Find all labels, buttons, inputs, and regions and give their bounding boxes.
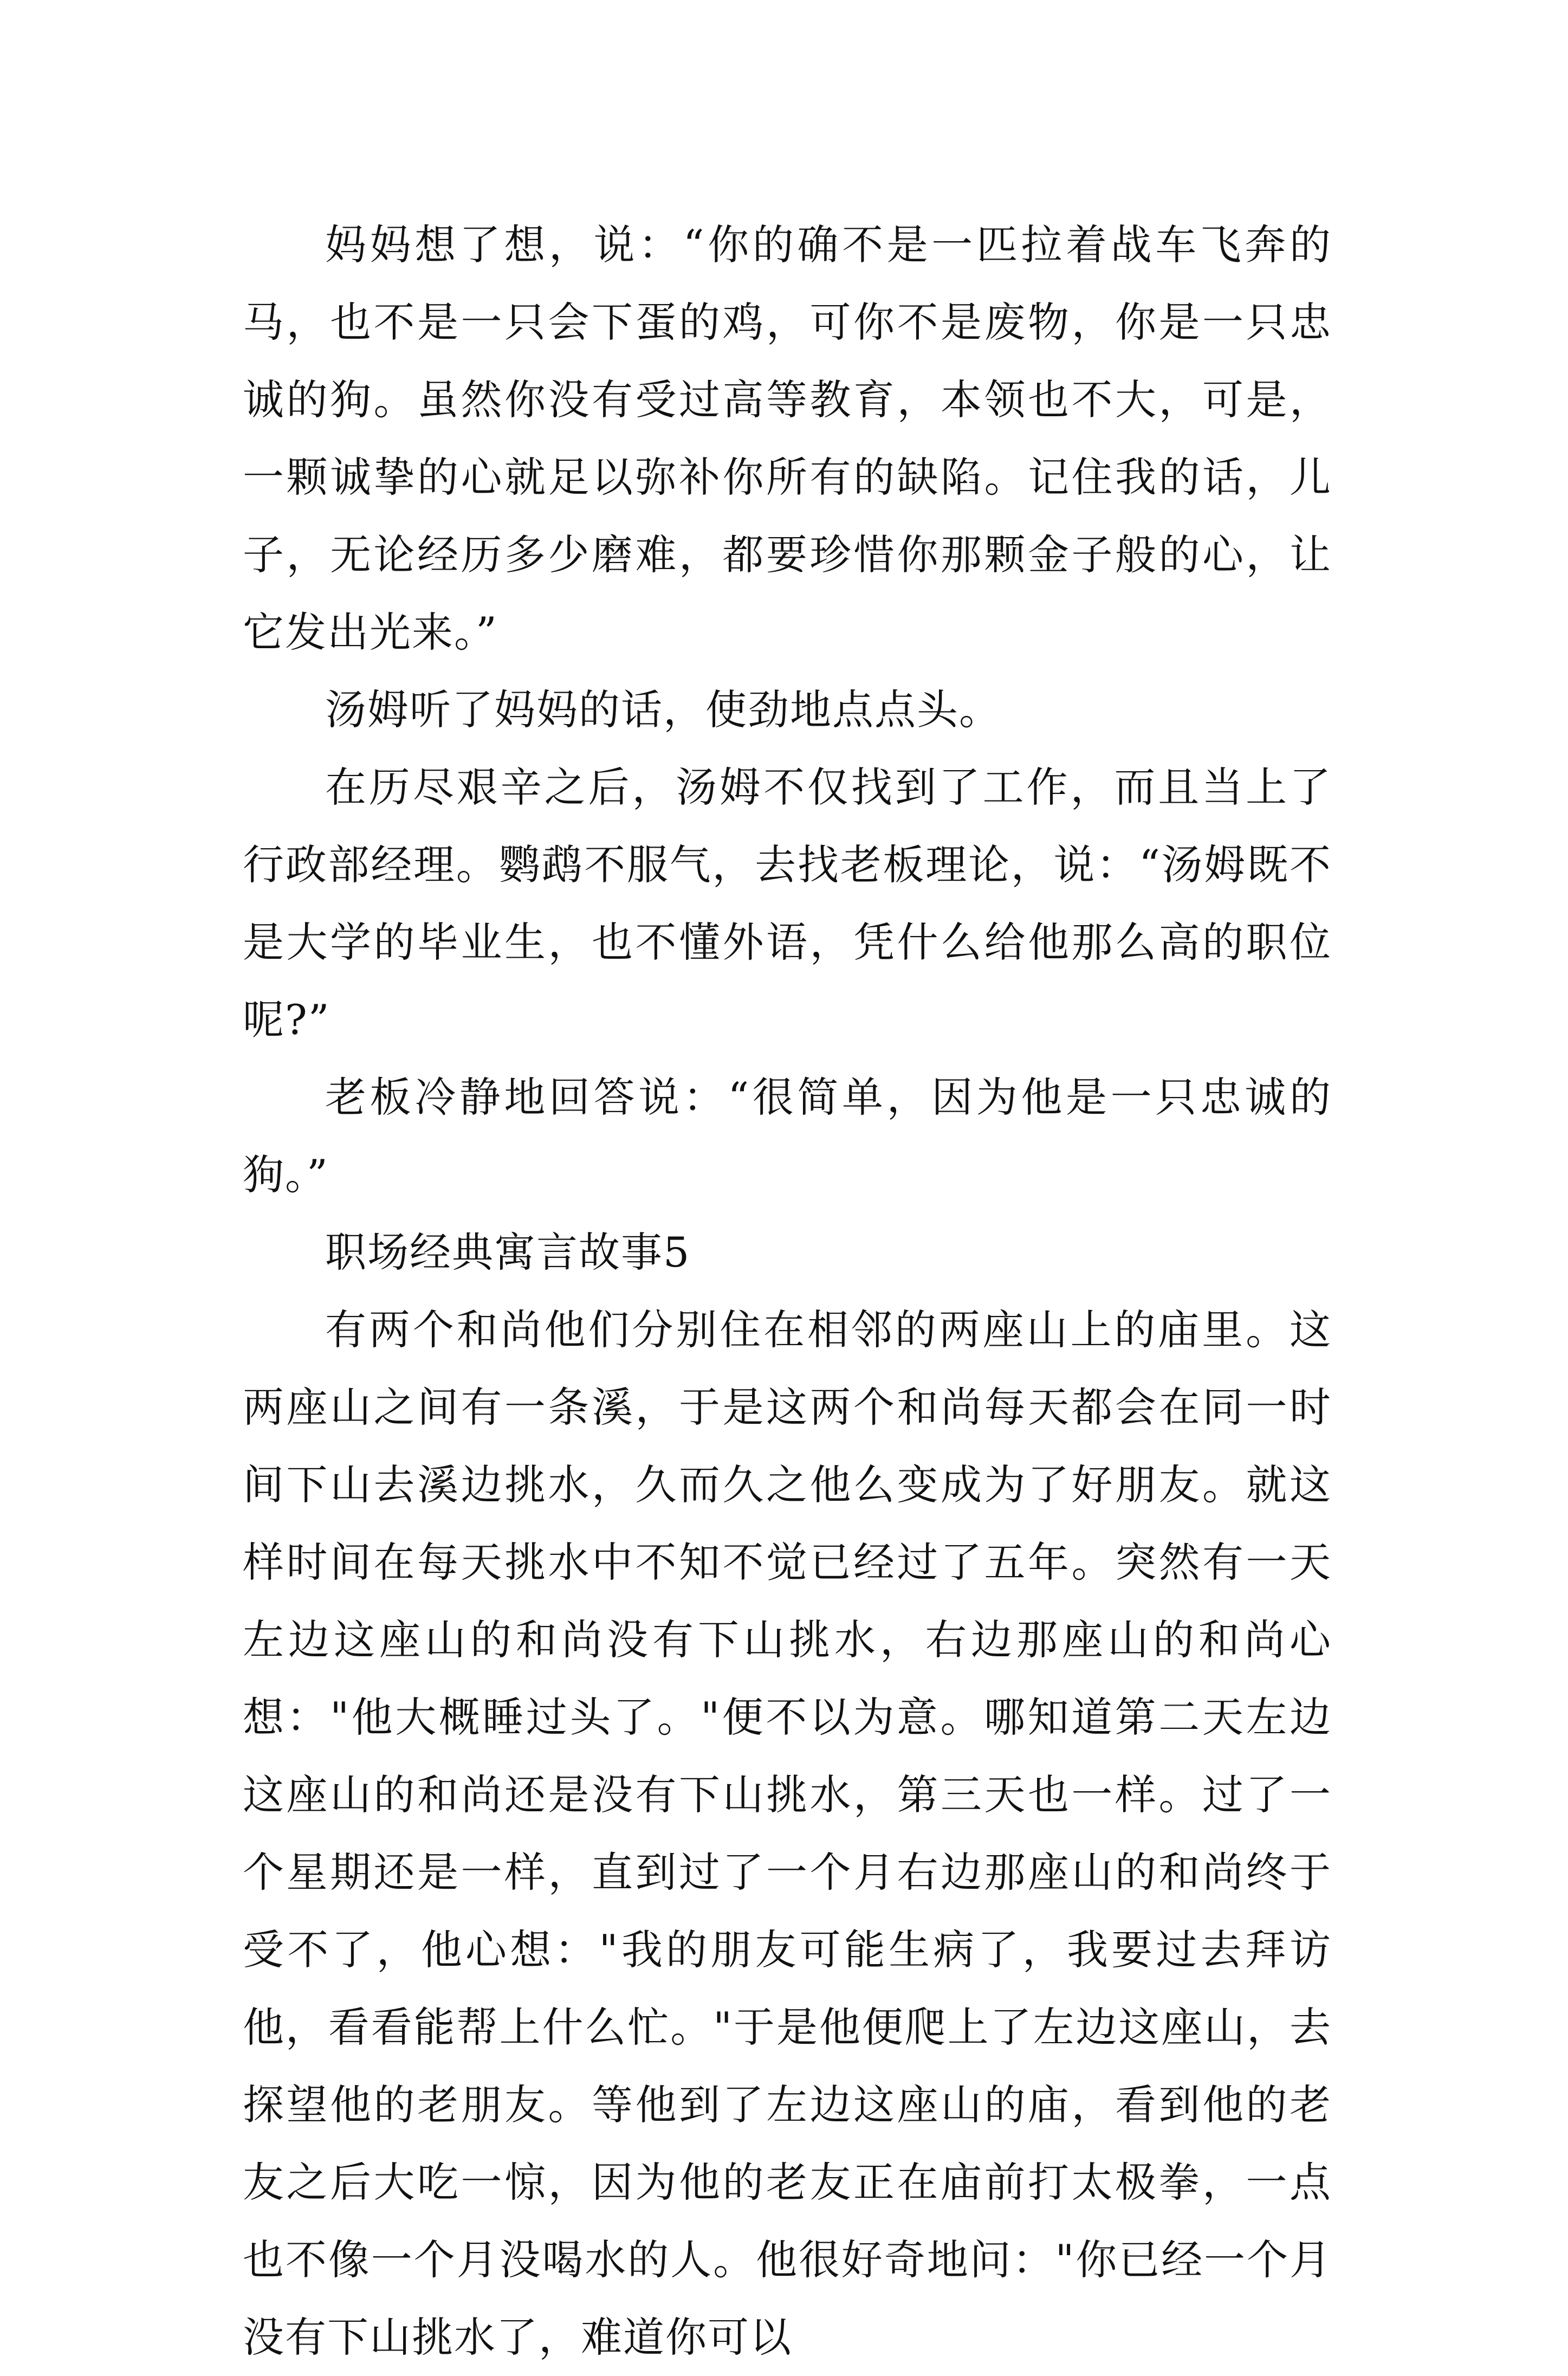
paragraph-boss-answer: 老板冷静地回答说：“很简单，因为他是一只忠诚的狗。” bbox=[243, 1073, 1332, 1199]
paragraph-mother-speech: 妈妈想了想，说：“你的确不是一匹拉着战车飞奔的马，也不是一只会下蛋的鸡，可你不是废物，你是一只忠诚的狗。虽然你没有受过高等教育，本领也不大，可是，一颗诚挚的心就足以弥补你所有的缺陷。记住我的话，儿子，无论经历多少磨难，都要珍惜你那颗金子般的心，让它发出光来。” bbox=[243, 221, 1332, 656]
section-heading: 职场经典寓言故事5 bbox=[325, 1228, 691, 1276]
paragraph-two-monks: 有两个和尚他们分别住在相邻的两座山上的庙里。这两座山之间有一条溪，于是这两个和尚每天都会在同一时间下山去溪边挑水，久而久之他么变成为了好朋友。就这样时间在每天挑水中不知不觉已经过了五年。突然有一天左边这座山的和尚没有下山挑水，右边那座山的和尚心想："他大概睡过头了。"便不以为意。哪知道第二天左边这座山的和尚还是没有下山挑水，第三天也一样。过了一个星期还是一样，直到过了一个月右边那座山的和尚终于受不了，他心想："我的朋友可能生病了，我要过去拜访他，看看能帮上什么忙。"于是他便爬上了左边这座山，去探望他的老朋友。等他到了左边这座山的庙，看到他的老友之后大吃一惊，因为他的老友正在庙前打太极拳，一点也不像一个月没喝水的人。他很好奇地问："你已经一个月没有下山挑水了，难道你可以 bbox=[243, 1306, 1332, 2361]
document-page bbox=[243, 206, 1332, 2376]
paragraph-tom-promoted: 在历尽艰辛之后，汤姆不仅找到了工作，而且当上了行政部经理。鹦鹉不服气，去找老板理论，说：“汤姆既不是大学的毕业生，也不懂外语，凭什么给他那么高的职位呢?” bbox=[243, 763, 1332, 1044]
paragraph-tom-nods: 汤姆听了妈妈的话，使劲地点点头。 bbox=[325, 686, 1001, 734]
